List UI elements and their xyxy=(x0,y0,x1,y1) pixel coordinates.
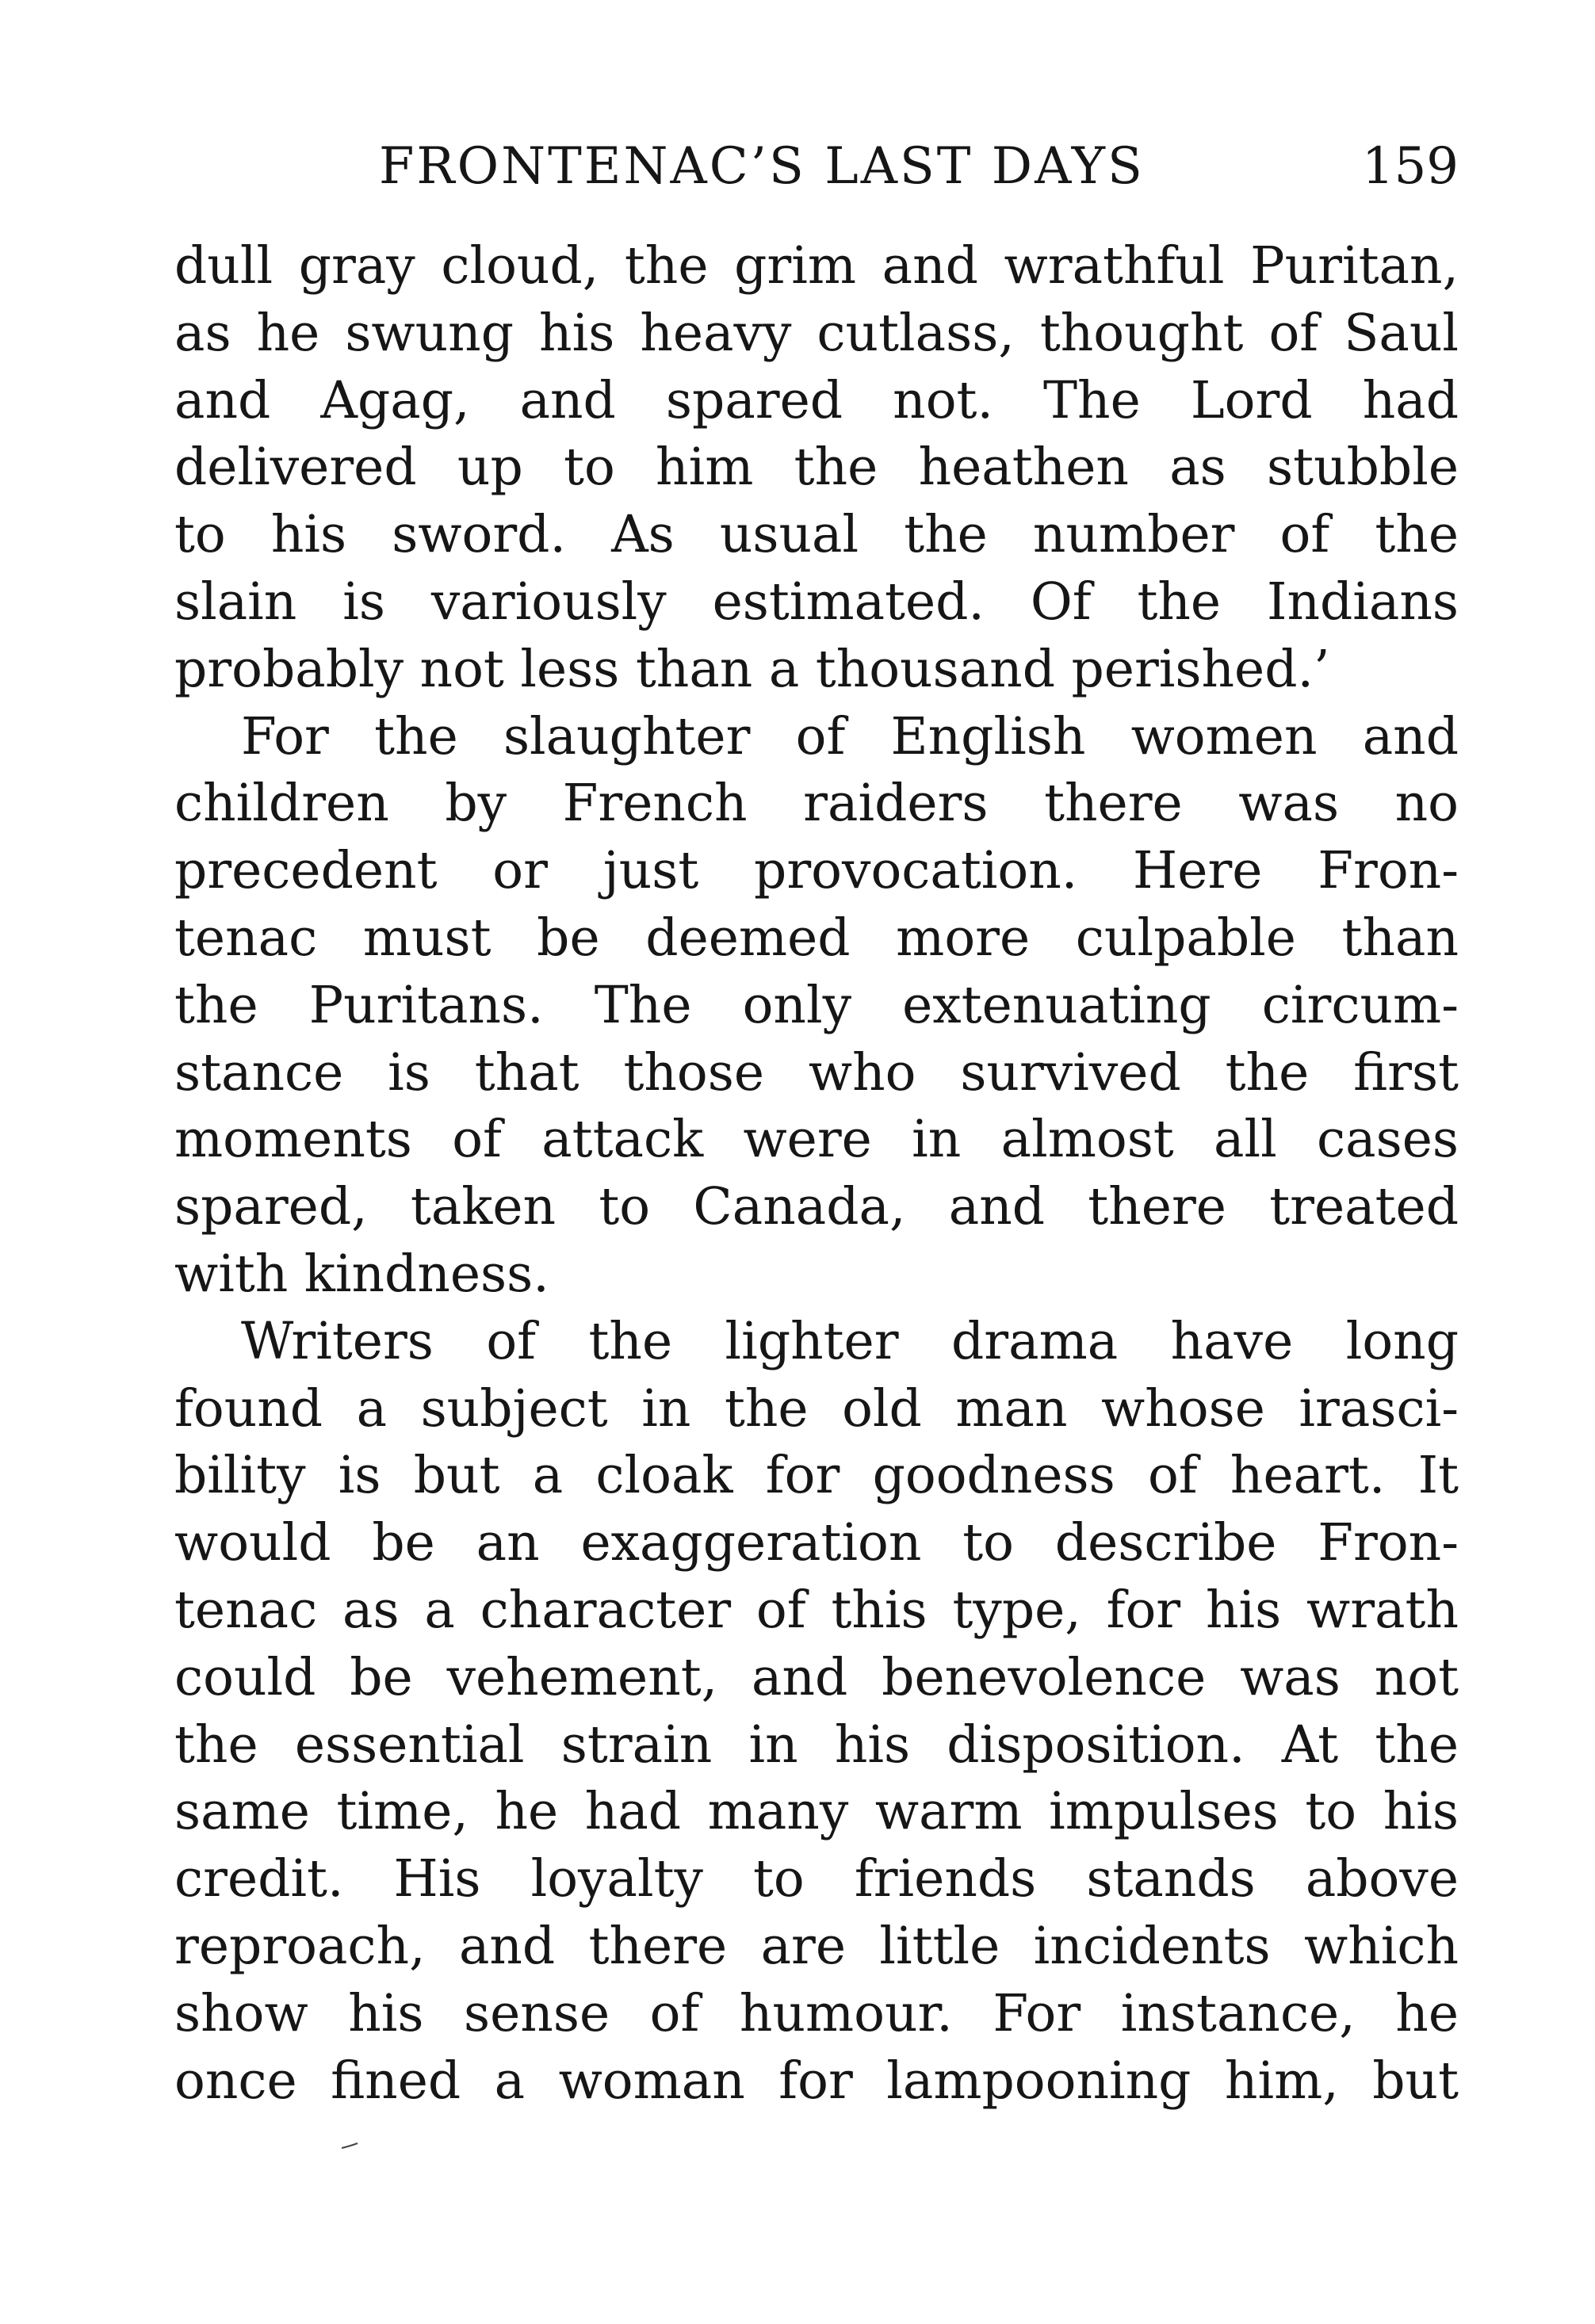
text-line: the essential strain in his disposition. At the xyxy=(174,1714,1459,1775)
text-line: slain is variously estimated. Of the Indians xyxy=(174,571,1459,632)
text-line: the Puritans. The only extenuating circum- xyxy=(174,975,1459,1035)
text-line: bility is but a cloak for goodness of heart. It xyxy=(174,1446,1459,1506)
text-line: stance is that those who survived the first xyxy=(174,1042,1459,1103)
text-line: would be an exaggeration to describe Fron- xyxy=(174,1513,1459,1573)
text-line: with kindness. xyxy=(174,1244,549,1304)
text-line: spared, taken to Canada, and there treated xyxy=(174,1177,1459,1237)
ink-speck xyxy=(341,2142,358,2150)
body-text xyxy=(174,233,1459,2115)
running-head xyxy=(174,127,1459,206)
text-line: to his sword. As usual the number of the xyxy=(174,505,1459,565)
text-line: Writers of the lighter drama have long xyxy=(241,1311,1459,1371)
text-line: as he swung his heavy cutlass, thought of Saul xyxy=(174,303,1459,363)
text-line: show his sense of humour. For instance, he xyxy=(174,1983,1459,2043)
page-number: 159 xyxy=(1361,137,1459,196)
text-line: tenac must be deemed more culpable than xyxy=(174,908,1459,968)
text-line: For the slaughter of English women and xyxy=(241,706,1459,766)
text-line: delivered up to him the heathen as stubble xyxy=(174,438,1459,498)
text-line: dull gray cloud, the grim and wrathful Puritan, xyxy=(174,236,1459,296)
text-line: reproach, and there are little incidents which xyxy=(174,1916,1459,1976)
text-line: moments of attack were in almost all cases xyxy=(174,1110,1459,1170)
text-line: precedent or just provocation. Here Fron- xyxy=(174,841,1459,901)
text-line: tenac as a character of this type, for his wrath xyxy=(174,1580,1459,1640)
text-line: children by French raiders there was no xyxy=(174,774,1459,834)
text-line: once fined a woman for lampooning him, but xyxy=(174,2051,1459,2111)
text-line: probably not less than a thousand perished.’ xyxy=(174,639,1330,699)
running-title: FRONTENAC’S LAST DAYS xyxy=(379,137,1145,196)
paragraph xyxy=(174,1309,1459,2116)
paragraph xyxy=(174,704,1459,1309)
text-line: credit. His loyalty to friends stands above xyxy=(174,1849,1459,1909)
text-line: could be vehement, and benevolence was not xyxy=(174,1647,1459,1707)
paragraph xyxy=(174,233,1459,704)
text-line: found a subject in the old man whose irasci- xyxy=(174,1378,1459,1439)
text-line: and Agag, and spared not. The Lord had xyxy=(174,370,1459,430)
text-line: same time, he had many warm impulses to his xyxy=(174,1782,1459,1842)
